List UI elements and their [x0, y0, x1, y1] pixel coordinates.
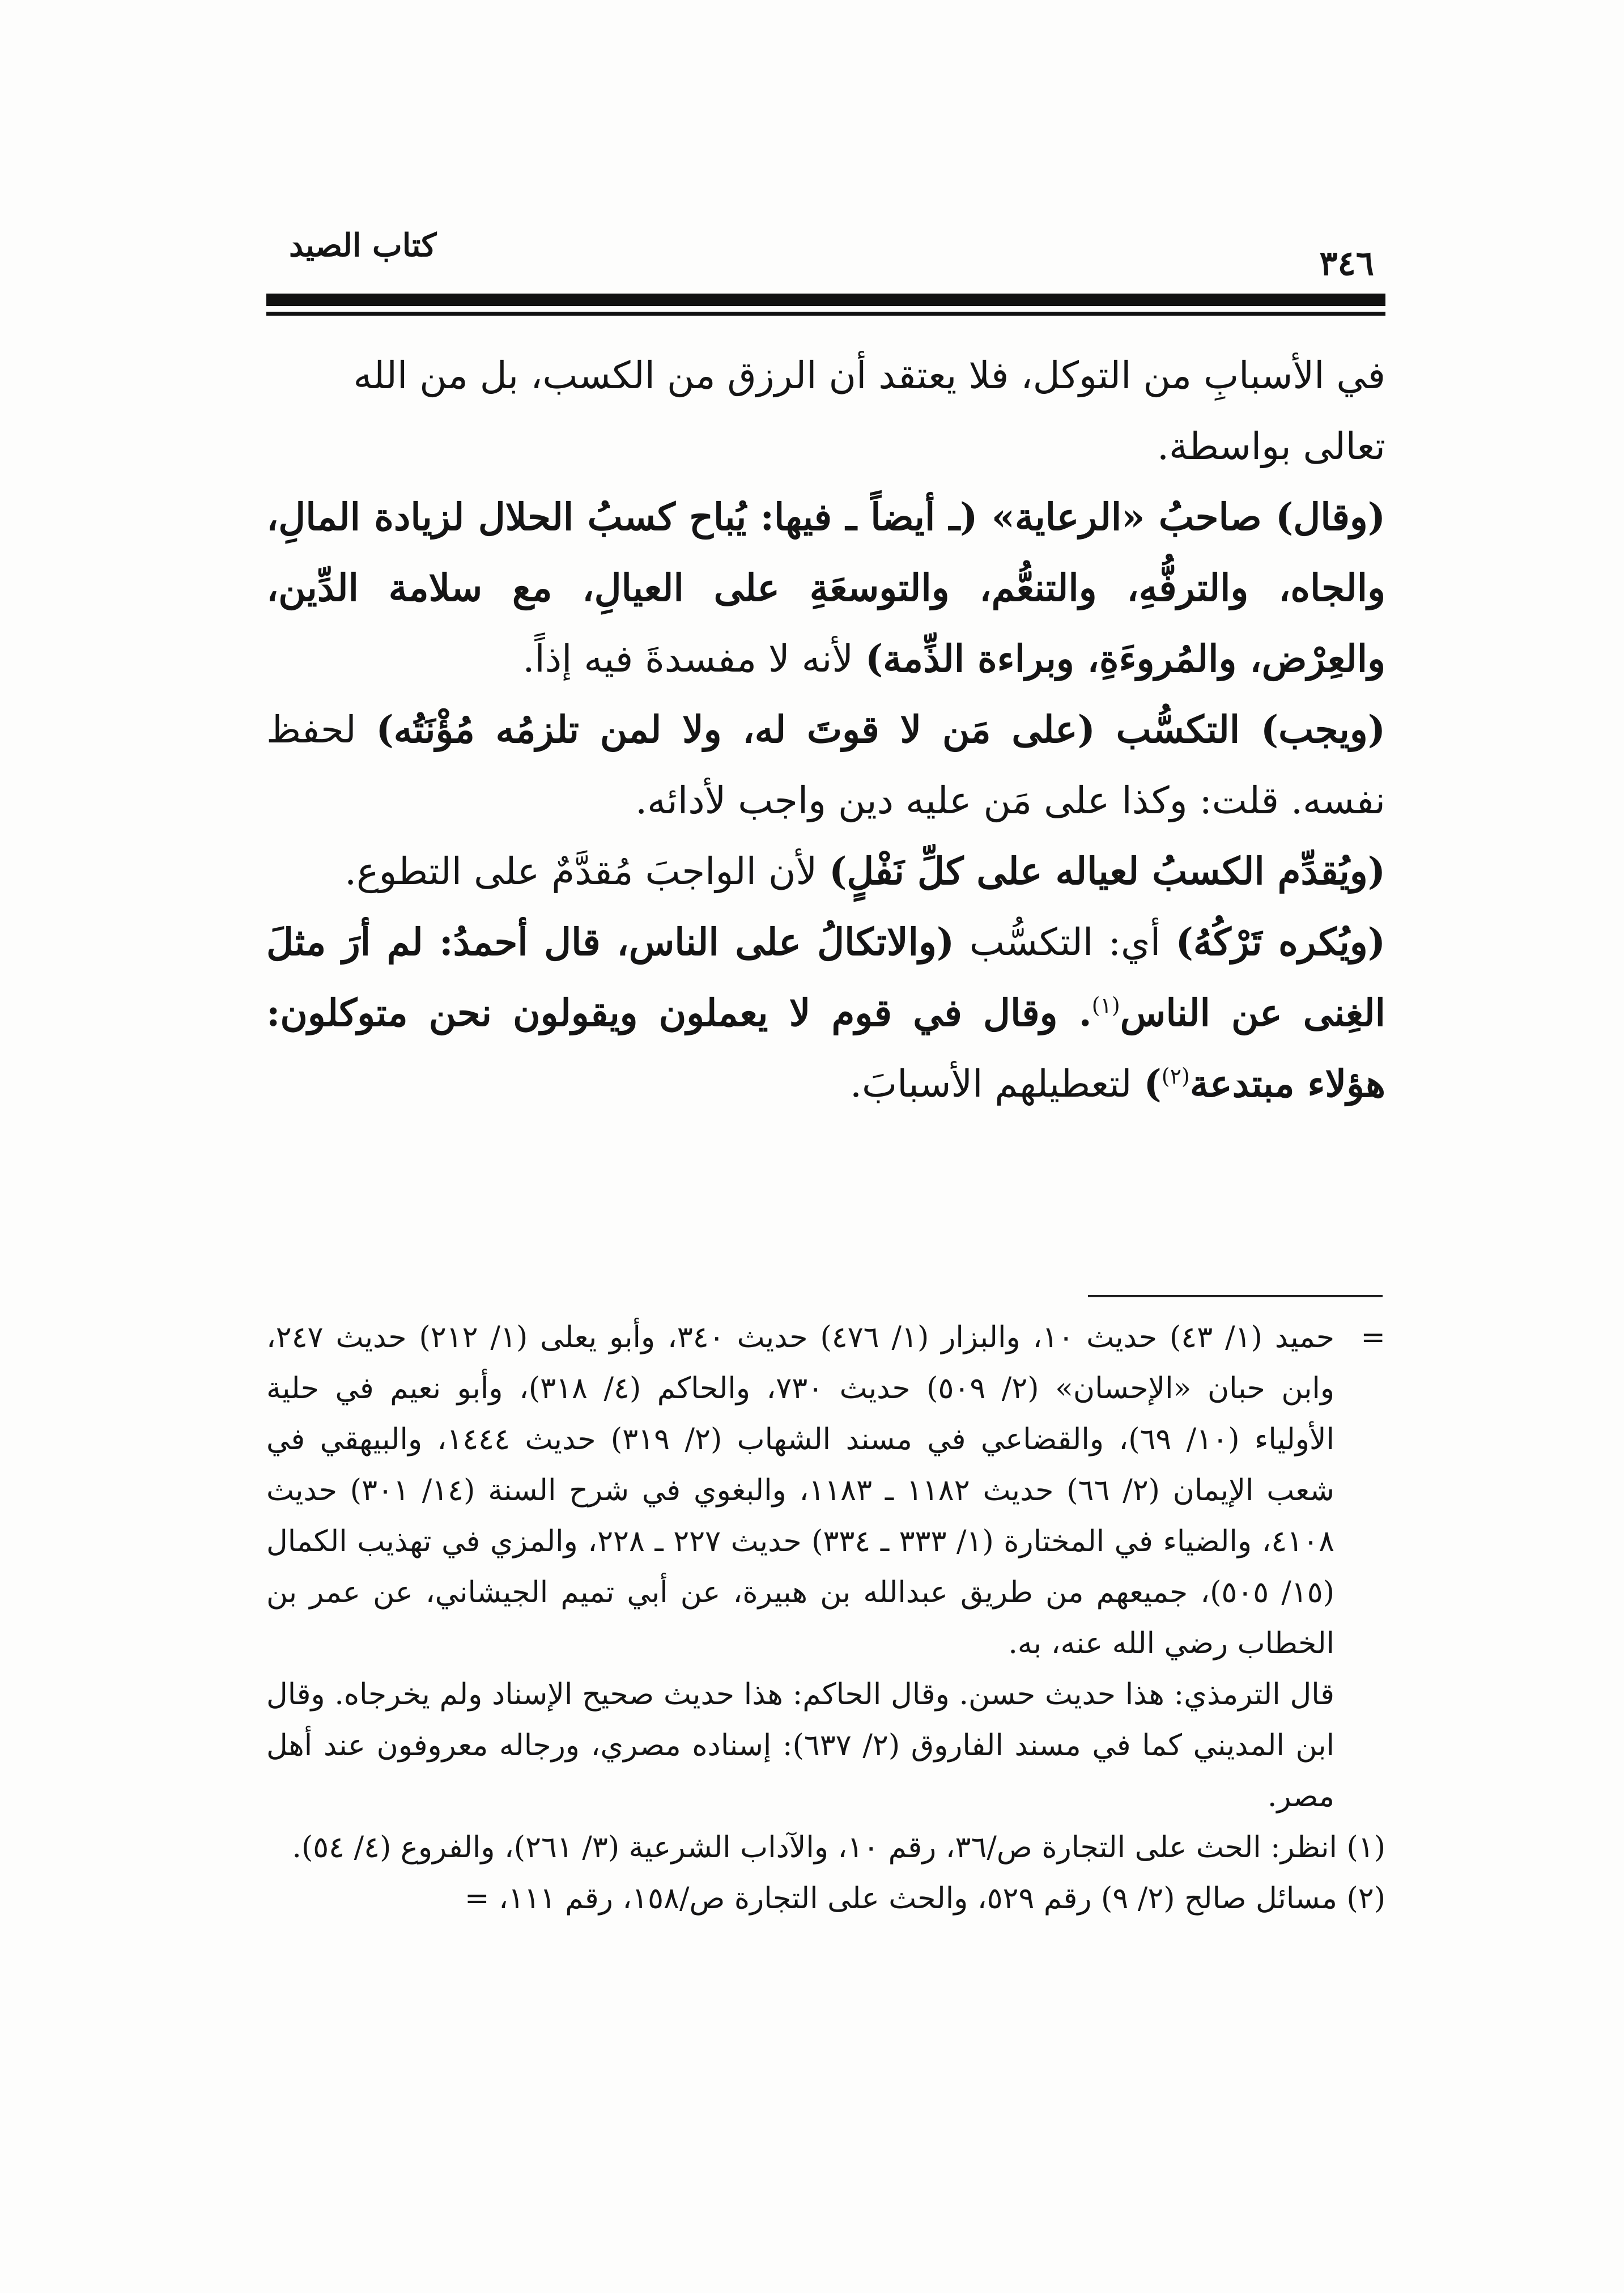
paragraph-5-matn-b: (والاتكالُ على الناس، قال أحمدُ: لم أرَ مثلَ الغِنى عن الناس	[266, 920, 1386, 1035]
paragraph-5	[266, 907, 1385, 1119]
paragraph-5-matn-a: (ويُكره تَرْكُهُ)	[1175, 920, 1385, 964]
footnote-1: (١) انظر: الحث على التجارة ص/٣٦، رقم ١٠، والآداب الشرعية (٣/ ٢٦١)، والفروع (٤/ ٥٤).	[292, 1831, 1385, 1865]
paragraph-4	[266, 836, 1385, 907]
paragraph-5-sharh-a: أي: التكسُّب	[954, 920, 1176, 964]
header-rule-thick	[266, 294, 1385, 306]
header-rule-thin	[266, 312, 1385, 316]
footnotes	[266, 1312, 1385, 1924]
footnote-ref-2[interactable]: (٢)	[1161, 1064, 1190, 1089]
paragraph-1-line-2: تعالى بواسطة.	[1157, 424, 1385, 468]
paragraph-3-sharh: لحفظ نفسه. قلت: وكذا على مَن عليه دين واجب لأدائه.	[266, 708, 1385, 822]
footnote-ref-1[interactable]: (١)	[1091, 993, 1120, 1018]
paragraph-2-sharh: لأنه لا مفسدةَ فيه إذاً.	[522, 637, 866, 681]
main-text	[266, 340, 1385, 1119]
footnote-continuation-text: حميد (١/ ٤٣) حديث ١٠، والبزار (١/ ٤٧٦) حديث ٣٤٠، وأبو يعلى (١/ ٢١٢) حديث ٢٤٧، وابن حبان «الإحسان» (٢/ ٥٠٩) حديث ٧٣٠، والحاكم (٤/ ٣١٨)، وأبو نعيم في حلية الأولياء (١٠/ ٦٩)، والقضاعي في مسند الشهاب (٢/ ٣١٩) حديث ١٤٤٤، والبيهقي في شعب الإيمان (٢/ ٦٦) حديث ١١٨٢ ـ ١١٨٣، والبغوي في شرح السنة (١٤/ ٣٠١) حديث ٤١٠٨، والضياء في المختارة (١/ ٣٣٣ ـ ٣٣٤) حديث ٢٢٧ ـ ٢٢٨، والمزي في تهذيب الكمال (١٥/ ٥٠٥)، جميعهم من طريق عبدالله بن هبيرة، عن أبي تميم الجيشاني، عن عمر بن الخطاب رضي الله عنه، به.	[266, 1320, 1335, 1661]
footnote-2: (٢) مسائل صالح (٢/ ٩) رقم ٥٢٩، والحث على التجارة ص/١٥٨، رقم ١١١، =	[465, 1882, 1385, 1916]
page-number: ٣٤٦	[1319, 244, 1374, 283]
paragraph-2-matn: (وقال) صاحبُ «الرعاية» (ـ أيضاً ـ فيها: يُباح كسبُ الحلال لزيادة المالِ، والجاه، والترفُّهِ، والتنعُّم، والتوسعَةِ على العيالِ، مع سلامة الدِّين، والعِرْض، والمُروءَةِ، وبراءة الذِّمة)	[266, 495, 1385, 681]
paragraph-1	[266, 340, 1385, 482]
paragraph-3	[266, 694, 1385, 836]
running-title: كتاب الصيد	[289, 227, 437, 264]
paragraph-5-sharh-b: لتعطيلهم الأسبابَ.	[850, 1062, 1144, 1106]
paragraph-4-matn: (ويُقدِّم الكسبُ لعياله على كلِّ نَفْلٍ)	[829, 849, 1385, 893]
paragraph-3-matn: (ويجب) التكسُّب (على مَن لا قوتَ له، ولا لمن تلزمُه مُؤْنَتُه)	[376, 707, 1385, 751]
paragraph-1-line-1: في الأسبابِ من التوكل، فلا يعتقد أن الرزق من الكسب، بل من الله	[353, 354, 1385, 397]
paragraph-5-matn-d: )	[1143, 1061, 1162, 1106]
paragraph-4-sharh: لأن الواجبَ مُقدَّمٌ على التطوع.	[345, 850, 830, 893]
footnote-separator	[1088, 1295, 1383, 1297]
paragraph-5-matn-c: . وقال في قوم لا يعملون ويقولون نحن متوكلون: هؤلاء مبتدعة	[266, 991, 1385, 1106]
paragraph-2	[266, 482, 1385, 694]
page-header	[266, 227, 1385, 334]
footnote-continuation	[266, 1312, 1385, 1669]
footnote-continuation-2: قال الترمذي: هذا حديث حسن. وقال الحاكم: هذا حديث صحيح الإسناد ولم يخرجاه. وقال ابن المديني كما في مسند الفاروق (٢/ ٦٣٧): إسناده مصري، ورجاله معروفون عند أهل مصر.	[266, 1678, 1335, 1814]
continuation-marker: =	[1361, 1320, 1385, 1354]
